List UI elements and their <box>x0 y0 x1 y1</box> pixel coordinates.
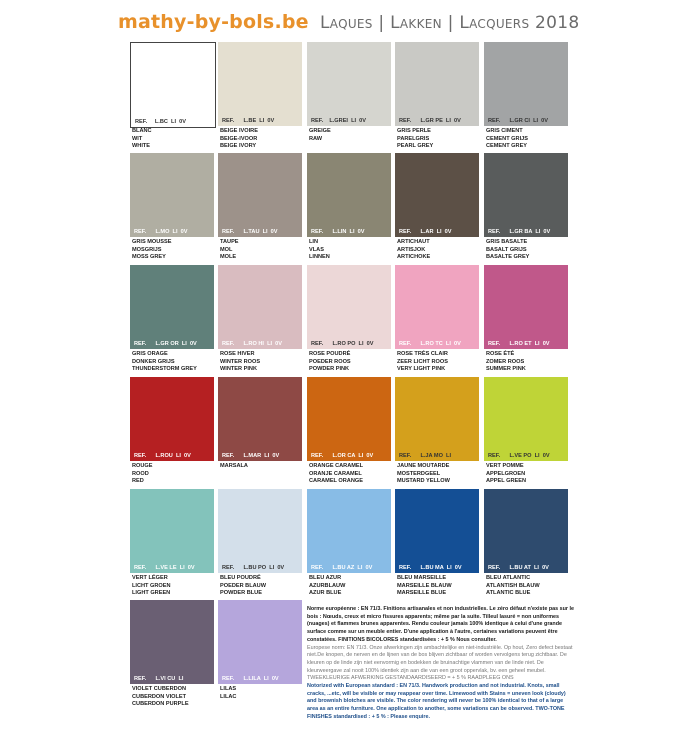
swatch-name-line: BLEU ATLANTIC <box>486 575 531 581</box>
swatch-name-line: BASALTE GREY <box>486 254 530 261</box>
swatch-names <box>397 239 493 262</box>
color-swatch <box>307 489 391 573</box>
color-swatch <box>484 153 568 237</box>
swatch-name-line: ZEER LICHT ROOS <box>397 358 448 365</box>
swatch-ref-code: REF. L.BC LI 0V <box>135 119 186 125</box>
swatch-name-line: VERY LIGHT PINK <box>397 366 446 373</box>
swatch-name-line: WINTER ROOS <box>220 358 261 365</box>
swatch-name-line: RED <box>132 478 144 485</box>
swatch-name-line: GRIS ORAGE <box>132 351 168 357</box>
swatch-ref-code: REF. L.JA MO LI <box>399 453 452 459</box>
swatch-ref-code: REF. L.VE LE LI 0V <box>134 565 195 571</box>
color-swatch <box>484 42 568 126</box>
swatch-names <box>397 575 493 598</box>
swatch-name-line: ROSE TRÈS CLAIR <box>397 351 448 357</box>
swatch-name-line: MARSALA <box>220 463 248 469</box>
swatch-names <box>486 463 582 486</box>
swatch-names <box>397 128 493 151</box>
swatch-name-line: BEIGE IVORY <box>220 143 257 150</box>
swatch-name-line: POEDER BLAUW <box>220 582 266 589</box>
swatch-names <box>309 128 405 143</box>
swatch-ref-code: REF. L.BU MA LI 0V <box>399 565 462 571</box>
swatch-names <box>397 351 493 374</box>
swatch-name-line: ORANGE CARAMEL <box>309 463 364 469</box>
swatch-ref-code: REF. L.RO PO LI 0V <box>311 341 374 347</box>
swatch-ref-code: REF. L.GR CI LI 0V <box>488 118 548 124</box>
swatch-name-line: ZOMER ROOS <box>486 358 525 365</box>
swatch-name-line: MOSTERDGEEL <box>397 470 441 477</box>
swatch-name-line: ARTICHAUT <box>397 239 430 245</box>
swatch-name-line: POWDER BLUE <box>220 590 262 597</box>
swatch-names <box>486 351 582 374</box>
swatch-name-line: BEIGE-IVOOR <box>220 135 258 142</box>
swatch-names <box>309 575 405 598</box>
swatch-name-line: CEMENT GRIJS <box>486 135 528 142</box>
swatch-name-line: VIOLET CUBERDON <box>132 686 187 692</box>
swatch-name-line: ATLANTISH BLAUW <box>486 582 540 589</box>
swatch-name-line: MUSTARD YELLOW <box>397 478 450 485</box>
color-swatch <box>395 489 479 573</box>
color-swatch <box>395 265 479 349</box>
swatch-ref-code: REF. L.TAU LI 0V <box>222 229 278 235</box>
swatch-names <box>220 575 316 598</box>
swatch-name-line: ARTICHOKE <box>397 254 431 261</box>
swatch-name-line: WIT <box>132 135 143 142</box>
color-swatch <box>484 489 568 573</box>
color-swatch <box>130 377 214 461</box>
notes-dutch: Europese norm: EN 71/3. Onze afwerkingen zijn ambachtelijke en niet-industriële. Op hout, Zero defect bestaat niet.De knopen, de nerven en de lijnen van de bos blijven zichtbaar of worden vervolgens terug zichtbaar. De kleuren op de linde zijn niet eenvormig en bodekken de bruinachtige vlammen van de linde niet. De kleurweergave zal nooit 100% identiek zijn aan die van een groot oppervlak, bv. een geheel meubel. TWEEKLEURIGE AFWERKING GESTANDAARDISEERD = + 5 % RAADPLEEG ONS <box>307 644 573 682</box>
color-swatch <box>395 377 479 461</box>
swatch-names <box>220 463 316 471</box>
swatch-name-line: POEDER ROOS <box>309 358 351 365</box>
swatch-name-line: BLANC <box>132 128 152 134</box>
swatch-name-line: LILAS <box>220 686 237 692</box>
color-swatch <box>130 42 216 128</box>
swatch-name-line: VERT POMME <box>486 463 524 469</box>
swatch-ref-code: REF. L.BU PO LI 0V <box>222 565 285 571</box>
swatch-name-line: ROSE ÉTÉ <box>486 351 515 357</box>
color-swatch <box>218 153 302 237</box>
swatch-name-line: JAUNE MOUTARDE <box>397 463 450 469</box>
swatch-names <box>132 239 228 262</box>
swatch-ref-code: REF. L.AR LI 0V <box>399 229 452 235</box>
swatch-name-line: AZURBLAUW <box>309 582 346 589</box>
notes-english: Notorized with European standard : EN 71/3. Handwork production and not industrial. Knots, small cracks, ...etc, will be visible or may reappear over time. Limewood with Stains = uneven look (cloudy) and brownish blotches are visible. The color rendering will never be 100% identical to that of a large area as an entire furniture. One application to another, some variations can be observed. TWO-TONE FINISHES standardised : + 5 % : Please enquire. <box>307 683 566 720</box>
swatch-name-line: ARTISJOK <box>397 246 426 253</box>
swatch-names <box>486 575 582 598</box>
color-swatch <box>484 265 568 349</box>
swatch-name-line: BEIGE IVOIRE <box>220 128 258 134</box>
swatch-name-line: VERT LÉGER <box>132 575 168 581</box>
color-swatch <box>307 42 391 126</box>
color-swatch <box>307 265 391 349</box>
swatch-name-line: MOL <box>220 246 233 253</box>
color-swatch <box>395 153 479 237</box>
swatch-name-line: LINNEN <box>309 254 330 261</box>
swatch-name-line: ORANJE CARAMEL <box>309 470 362 477</box>
swatch-ref-code: REF. L.GREI LI 0V <box>311 118 367 124</box>
color-swatch <box>218 489 302 573</box>
swatch-name-line: POWDER PINK <box>309 366 350 373</box>
swatch-name-line: PEARL GREY <box>397 143 434 150</box>
swatch-names <box>132 575 228 598</box>
swatch-name-line: ROSE HIVER <box>220 351 255 357</box>
swatch-name-line: VLAS <box>309 246 324 253</box>
swatch-name-line: AZUR BLUE <box>309 590 342 597</box>
color-swatch <box>218 42 302 126</box>
color-swatch <box>395 42 479 126</box>
swatch-name-line: CEMENT GREY <box>486 143 528 150</box>
swatch-ref-code: REF. L.RO ET LI 0V <box>488 341 550 347</box>
swatch-name-line: BLEU POUDRÉ <box>220 575 261 581</box>
swatch-name-line: GRIS BASALTE <box>486 239 528 245</box>
swatch-ref-code: REF. L.VE PO LI 0V <box>488 453 550 459</box>
color-swatch <box>130 153 214 237</box>
swatch-ref-code: REF. L.VI CU LI <box>134 676 184 682</box>
swatch-names <box>220 351 316 374</box>
swatch-name-line: PARELGRIS <box>397 135 430 142</box>
swatch-ref-code: REF. L.RO HI LI 0V <box>222 341 282 347</box>
swatch-name-line: TAUPE <box>220 239 239 245</box>
swatch-name-line: BLEU MARSEILLE <box>397 575 447 581</box>
color-swatch <box>218 265 302 349</box>
swatch-name-line: APPEL GREEN <box>486 478 526 485</box>
color-swatch <box>218 600 302 684</box>
color-swatch <box>130 265 214 349</box>
swatch-name-line: CARAMEL ORANGE <box>309 478 363 485</box>
swatch-names <box>132 128 228 151</box>
swatch-name-line: MARSEILLE BLAUW <box>397 582 452 589</box>
swatch-ref-code: REF. L.RO TC LI 0V <box>399 341 461 347</box>
swatch-ref-code: REF. L.ROU LI 0V <box>134 453 191 459</box>
swatch-name-line: MOSS GREY <box>132 254 166 261</box>
swatch-names <box>309 239 405 262</box>
swatch-name-line: BASALT GRIJS <box>486 246 527 253</box>
swatch-name-line: LICHT GROEN <box>132 582 171 589</box>
color-swatch <box>484 377 568 461</box>
swatch-names <box>132 463 228 486</box>
swatch-name-line: MOLE <box>220 254 237 261</box>
swatch-names <box>309 463 405 486</box>
swatch-names <box>486 128 582 151</box>
swatch-name-line: GREIGE <box>309 128 331 134</box>
swatch-names <box>132 686 228 709</box>
color-swatch <box>218 377 302 461</box>
swatch-ref-code: REF. L.GR PE LI 0V <box>399 118 461 124</box>
swatch-name-line: SUMMER PINK <box>486 366 526 373</box>
swatch-name-line: GRIS CIMENT <box>486 128 523 134</box>
swatch-name-line: CUBERDON PURPLE <box>132 701 189 708</box>
swatch-name-line: DONKER GRIJS <box>132 358 175 365</box>
swatch-name-line: MARSEILLE BLUE <box>397 590 447 597</box>
swatch-name-line: LILAC <box>220 693 237 700</box>
notes-block <box>307 606 575 722</box>
swatch-names <box>486 239 582 262</box>
swatch-ref-code: REF. L.BE LI 0V <box>222 118 275 124</box>
swatch-name-line: CUBERDON VIOLET <box>132 693 187 700</box>
swatch-ref-code: REF. L.LILA LI 0V <box>222 676 279 682</box>
color-swatch <box>307 153 391 237</box>
swatch-ref-code: REF. L.LIN LI 0V <box>311 229 365 235</box>
swatch-ref-code: REF. L.GR BA LI 0V <box>488 229 551 235</box>
swatch-names <box>132 351 228 374</box>
swatch-name-line: LIN <box>309 239 319 245</box>
swatch-name-line: ROOD <box>132 470 149 477</box>
swatch-names <box>309 351 405 374</box>
swatch-name-line: ROUGE <box>132 463 153 469</box>
swatch-name-line: ROSE POUDRÉ <box>309 351 351 357</box>
swatch-name-line: GRIS MOUSSE <box>132 239 172 245</box>
swatch-names <box>220 128 316 151</box>
swatch-name-line: GRIS PERLE <box>397 128 431 134</box>
swatch-name-line: APPELGROEN <box>486 470 526 477</box>
swatch-name-line: MOSGRIJS <box>132 246 162 253</box>
swatch-name-line: WINTER PINK <box>220 366 257 373</box>
swatch-name-line: BLEU AZUR <box>309 575 342 581</box>
swatch-names <box>397 463 493 486</box>
brand-logo-text: mathy-by-bols.be <box>118 11 309 33</box>
swatch-names <box>220 686 316 701</box>
swatch-ref-code: REF. L.BU AZ LI 0V <box>311 565 373 571</box>
swatch-name-line: THUNDERSTORM GREY <box>132 366 197 373</box>
swatch-name-line: WHITE <box>132 143 151 150</box>
color-swatch <box>130 600 214 684</box>
page-title: Laques | Lakken | Lacquers 2018 <box>320 13 580 33</box>
swatch-ref-code: REF. L.MAR LI 0V <box>222 453 280 459</box>
notes-french: Norme européenne : EN 71/3. Finitions artisanales et non industrielles. Le zéro défaut n'existe pas sur le bois : Nœuds, creux et micro fissures apparents; même par la suite. Tilleul lasuré = non uniformes (nuages) et flammes brunes apparentes. Rendu couleur jamais 100% identique à celui d'une grande surface comme sur un meuble entier. D'une application à l'autre, certaines variations peuvent être constatées. FINITIONS BICOLORES standardisées : + 5 % Nous consulter. <box>307 606 574 643</box>
swatch-names <box>220 239 316 262</box>
swatch-ref-code: REF. L.BU AT LI 0V <box>488 565 549 571</box>
swatch-name-line: ATLANTIC BLUE <box>486 590 531 597</box>
swatch-ref-code: REF. L.OR CA LI 0V <box>311 453 374 459</box>
color-swatch <box>130 489 214 573</box>
swatch-name-line: RAW <box>309 135 323 142</box>
swatch-ref-code: REF. L.GR OR LI 0V <box>134 341 197 347</box>
swatch-name-line: LIGHT GREEN <box>132 590 171 597</box>
swatch-ref-code: REF. L.MO LI 0V <box>134 229 188 235</box>
color-swatch <box>307 377 391 461</box>
